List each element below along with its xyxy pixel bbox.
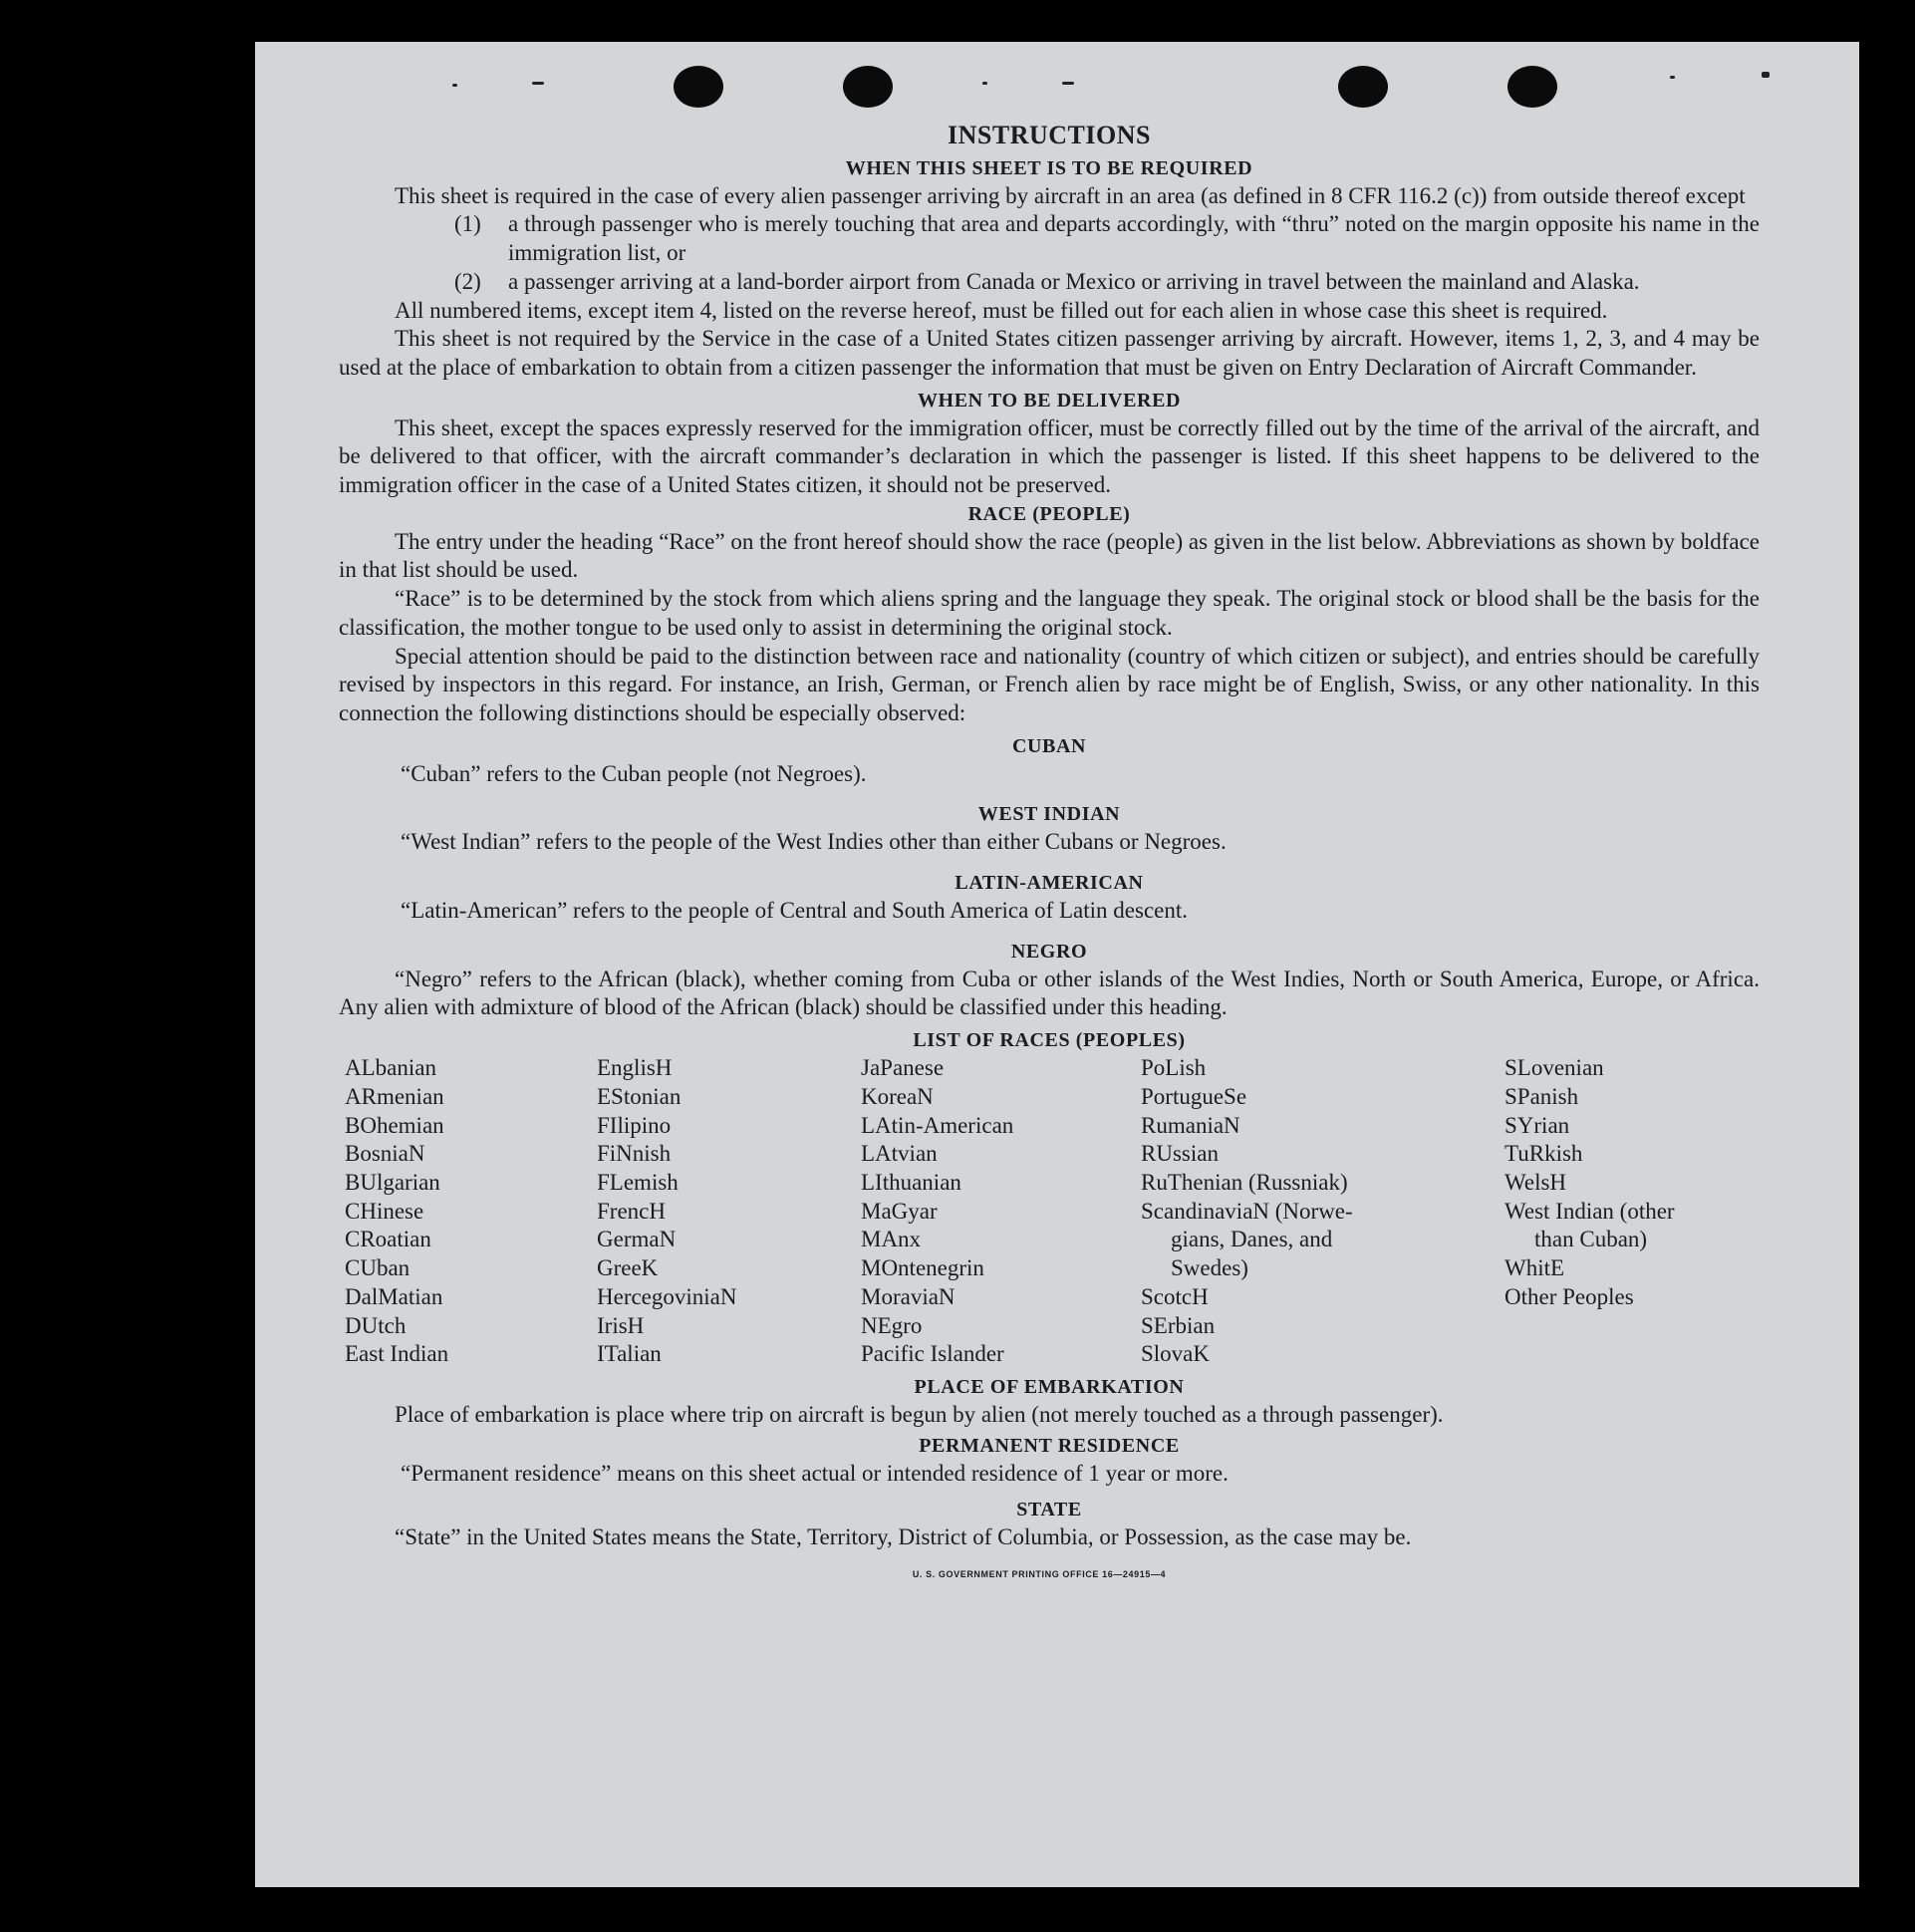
paragraph: “Race” is to be determined by the stock from which aliens spring and the language they speak. The original stock or blood shall be the basis for the classification, the mother tongue to be used only to assist in determining the original stock. <box>339 586 1760 640</box>
race-entry: KoreaN <box>861 1083 934 1109</box>
race-entry: ARmenian <box>345 1083 444 1109</box>
paragraph: This sheet is not required by the Service in the case of a United States citizen passenger arriving by aircraft. However, items 1, 2, 3, and 4 may be used at the place of embarkation to obtain from a citizen passenger the information that must be given on Entry Declaration of Aircraft Commander. <box>339 326 1760 380</box>
race-entry: East Indian <box>345 1341 449 1367</box>
race-entry: FrencH <box>597 1198 666 1224</box>
list-item <box>454 210 1760 267</box>
race-column <box>1141 1054 1505 1369</box>
section-heading-west-indian: WEST INDIAN <box>977 803 1121 826</box>
race-entry: DUtch <box>345 1312 407 1338</box>
race-entry: CHinese <box>345 1198 424 1224</box>
race-entry: than Cuban) <box>1534 1227 1648 1252</box>
instructions-text <box>339 122 1760 1589</box>
race-entry: RumaniaN <box>1141 1112 1240 1138</box>
race-column <box>345 1054 597 1369</box>
race-entry: BUlgarian <box>345 1169 440 1195</box>
section-heading-race: RACE (PEOPLE) <box>967 502 1131 525</box>
race-column <box>597 1054 861 1369</box>
paragraph: “State” in the United States means the State, Territory, District of Columbia, or Possession, as the case may be. <box>395 1524 1412 1550</box>
section-heading-required: WHEN THIS SHEET IS TO BE REQUIRED <box>845 156 1253 179</box>
speck <box>1762 72 1770 78</box>
punch-hole <box>674 66 723 108</box>
speck <box>452 84 457 87</box>
race-entry: GreeK <box>597 1255 659 1281</box>
race-entry: FLemish <box>597 1169 679 1195</box>
race-entry: CRoatian <box>345 1227 431 1252</box>
race-entry: CUban <box>345 1255 410 1281</box>
speck <box>1062 82 1074 85</box>
section-heading-latin-american: LATIN-AMERICAN <box>955 872 1144 895</box>
race-column <box>861 1054 1141 1369</box>
speck <box>532 82 544 85</box>
section-heading-negro: NEGRO <box>1010 940 1088 963</box>
race-entry: ScandinaviaN (Norwe- <box>1141 1198 1353 1224</box>
speck <box>1670 76 1675 79</box>
race-entry: Other Peoples <box>1505 1283 1634 1309</box>
section-heading-embarkation: PLACE OF EMBARKATION <box>914 1375 1185 1398</box>
race-entry: IrisH <box>597 1312 645 1338</box>
race-entry: SlovaK <box>1141 1341 1210 1367</box>
race-entry: Pacific Islander <box>861 1341 1004 1367</box>
race-entry: JaPanese <box>861 1055 945 1081</box>
document-page <box>255 42 1859 1887</box>
race-entry: MoraviaN <box>861 1283 956 1309</box>
paragraph: “West Indian” refers to the people of the West Indies other than either Cubans or Negroes. <box>401 829 1227 855</box>
item-text: a passenger arriving at a land-border airport from Canada or Mexico or arriving in travel between the mainland and Alaska. <box>508 268 1640 294</box>
punch-hole <box>1507 66 1557 108</box>
race-entry: BOhemian <box>345 1112 444 1138</box>
race-entry: SErbian <box>1141 1312 1216 1338</box>
race-entry: TuRkish <box>1505 1141 1583 1167</box>
race-entry: MOntenegrin <box>861 1255 984 1281</box>
race-entry: West Indian (other <box>1505 1198 1675 1224</box>
race-entry: HercegoviniaN <box>597 1283 737 1309</box>
page-title: INSTRUCTIONS <box>948 121 1151 149</box>
speck <box>982 82 987 85</box>
race-entry: LAtin-American <box>861 1112 1014 1138</box>
race-entry: NEgro <box>861 1312 923 1338</box>
race-entry: WelsH <box>1505 1169 1567 1195</box>
paragraph: “Latin-American” refers to the people of Central and South America of Latin descent. <box>401 898 1188 924</box>
race-entry: FiNnish <box>597 1141 672 1167</box>
item-number: (1) <box>454 211 481 237</box>
race-entry: BosniaN <box>345 1141 425 1167</box>
race-entry: gians, Danes, and <box>1171 1227 1333 1252</box>
section-heading-state: STATE <box>1016 1499 1082 1521</box>
race-entry: RUssian <box>1141 1141 1219 1167</box>
section-heading-permanent-residence: PERMANENT RESIDENCE <box>919 1434 1180 1457</box>
printer-imprint: U. S. GOVERNMENT PRINTING OFFICE 16—24915—4 <box>912 1569 1167 1580</box>
race-entry: Swedes) <box>1171 1255 1248 1281</box>
list-item <box>454 268 1760 297</box>
race-entry: ALbanian <box>345 1055 436 1081</box>
race-entry: DalMatian <box>345 1283 443 1309</box>
punch-hole <box>843 66 893 108</box>
paragraph: “Permanent residence” means on this sheet actual or intended residence of 1 year or more. <box>401 1460 1229 1486</box>
race-entry: WhitE <box>1505 1255 1565 1281</box>
race-entry: SYrian <box>1505 1112 1570 1138</box>
item-number: (2) <box>454 268 481 294</box>
race-entry: MAnx <box>861 1227 922 1252</box>
race-entry: EStonian <box>597 1083 682 1109</box>
race-entry: LIthuanian <box>861 1169 961 1195</box>
race-entry: MaGyar <box>861 1198 938 1224</box>
paragraph: Special attention should be paid to the distinction between race and nationality (country of which citizen or subject), and entries should be carefully revised by inspectors in this regard. For instance, an Irish, German, or French alien by race might be of English, Swiss, or any other nationality. In this connection the following distinctions should be especially observed: <box>339 643 1760 725</box>
race-entry: PoLish <box>1141 1055 1207 1081</box>
race-list <box>339 1054 1760 1369</box>
paragraph: This sheet, except the spaces expressly reserved for the immigration officer, must be correctly filled out by the time of the arrival of the aircraft, and be delivered to that officer, with the aircraft commander’s declaration in which the passenger is listed. If this sheet happens to be delivered to the immigration officer in the case of a United States citizen, it should not be preserved. <box>339 414 1760 498</box>
paragraph: “Cuban” refers to the Cuban people (not Negroes). <box>401 760 867 786</box>
race-entry: PortugueSe <box>1141 1083 1247 1109</box>
paragraph: All numbered items, except item 4, listed on the reverse hereof, must be filled out for each alien in whose case this sheet is required. <box>395 297 1608 323</box>
race-entry: RuThenian (Russniak) <box>1141 1169 1348 1195</box>
race-entry: ITalian <box>597 1341 662 1367</box>
race-entry: SPanish <box>1505 1083 1579 1109</box>
paragraph: “Negro” refers to the African (black), whether coming from Cuba or other islands of the West Indies, North or South America, Europe, or Africa. Any alien with admixture of blood of the African (black) should be classified under this heading. <box>339 966 1760 1020</box>
section-heading-delivered: WHEN TO BE DELIVERED <box>917 389 1182 412</box>
race-entry: SLovenian <box>1505 1055 1604 1081</box>
item-text: a through passenger who is merely touching that area and departs accordingly, with “thru” noted on the margin opposite his name in the immigration list, or <box>508 211 1760 266</box>
race-entry: LAtvian <box>861 1141 938 1167</box>
section-heading-list-of-races: LIST OF RACES (PEOPLES) <box>913 1029 1186 1052</box>
race-entry: GermaN <box>597 1227 677 1252</box>
race-column <box>1505 1054 1754 1369</box>
paragraph: This sheet is required in the case of every alien passenger arriving by aircraft in an area (as defined in 8 CFR 116.2 (c)) from outside thereof except <box>395 182 1746 208</box>
paragraph: Place of embarkation is place where trip on aircraft is begun by alien (not merely touched as a through passenger). <box>395 1401 1444 1427</box>
paragraph: The entry under the heading “Race” on the front hereof should show the race (people) as given in the list below. Abbreviations as shown by boldface in that list should be used. <box>339 528 1760 583</box>
section-heading-cuban: CUBAN <box>1011 734 1087 757</box>
race-entry: EnglisH <box>597 1055 673 1081</box>
race-entry: ScotcH <box>1141 1283 1209 1309</box>
punch-hole <box>1338 66 1388 108</box>
race-entry: FIlipino <box>597 1112 672 1138</box>
